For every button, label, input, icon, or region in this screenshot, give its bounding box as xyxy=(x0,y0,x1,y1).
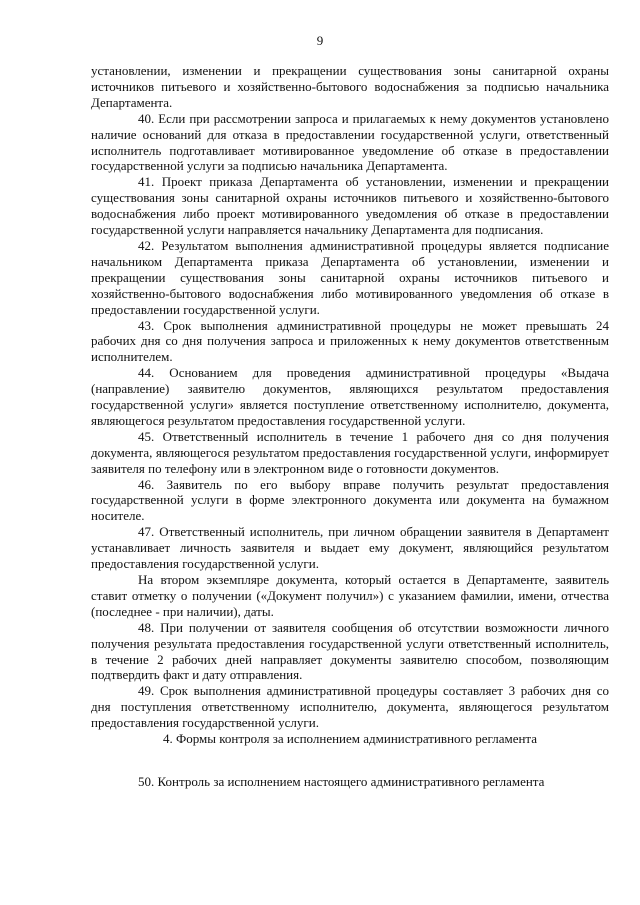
paragraph-48: 48. При получении от заявителя сообщения об отсутствии возможности личного получения результата предоставления государственной услуги ответственный исполнитель, в течение 2 рабочих дней направляет документы заявителю способом, позволяющим подтвердить факт и дату отправления. xyxy=(91,619,609,683)
document-body xyxy=(91,63,609,790)
paragraph-43: 43. Срок выполнения административной процедуры не может превышать 24 рабочих дня со дня получения запроса и приложенных к нему документов ответственным исполнителем. xyxy=(91,317,609,365)
paragraph-45: 45. Ответственный исполнитель в течение 1 рабочего дня со дня получения документа, являющегося результатом предоставления государственной услуги, информирует заявителя по телефону или в электронном виде о готовности документов. xyxy=(91,428,609,476)
page-number: 9 xyxy=(316,33,324,48)
paragraph-47: 47. Ответственный исполнитель, при личном обращении заявителя в Департамент устанавливает личность заявителя и выдает ему документ, являющийся результатом предоставления государственной услуги. xyxy=(91,524,609,572)
paragraph-continuation: установлении, изменении и прекращении существования зоны санитарной охраны источников питьевого и хозяйственно-бытового водоснабжения за подписью начальника Департамента. xyxy=(91,63,609,110)
paragraph-47-note: На втором экземпляре документа, который остается в Департаменте, заявитель ставит отметку о получении («Документ получил») с указанием фамилии, имени, отчества (последнее - при наличии), даты. xyxy=(91,572,609,619)
paragraph-44: 44. Основанием для проведения административной процедуры «Выдача (направление) заявителю документов, являющихся результатом предоставления государственной услуги» является поступление ответственному исполнителю, документа, являющегося результатом предоставления государственной услуги. xyxy=(91,365,609,428)
paragraph-49: 49. Срок выполнения административной процедуры составляет 3 рабочих дня со дня поступления ответственному исполнителю, документа, являющегося результатом предоставления государственной услуги. xyxy=(91,683,609,731)
paragraph-40: 40. Если при рассмотрении запроса и прилагаемых к нему документов установлено наличие оснований для отказа в предоставлении государственной услуги, ответственный исполнитель подготавливает мотивированное уведомление об отказе в предоставлении государственной услуги за подписью начальника Департамента. xyxy=(91,110,609,174)
paragraph-41: 41. Проект приказа Департамента об установлении, изменении и прекращении существования зоны санитарной охраны источников питьевого и хозяйственно-бытового водоснабжения либо проект мотивированного уведомления об отказе в предоставлении государственной услуги направляется начальнику Департамента для подписания. xyxy=(91,174,609,238)
paragraph-42: 42. Результатом выполнения административной процедуры является подписание начальником Департамента приказа Департамента об установлении, изменении и прекращении существования зоны санитарной охраны источников питьевого и хозяйственно-бытового водоснабжения либо мотивированного уведомления об отказе в предоставлении государственной услуги. xyxy=(91,237,609,317)
paragraph-50: 50. Контроль за исполнением настоящего административного регламента xyxy=(138,773,545,789)
paragraph-46: 46. Заявитель по его выбору вправе получить результат предоставления государственной услуги в форме электронного документа или документа на бумажном носителе. xyxy=(91,476,609,524)
section-heading: 4. Формы контроля за исполнением административного регламента xyxy=(162,731,538,747)
